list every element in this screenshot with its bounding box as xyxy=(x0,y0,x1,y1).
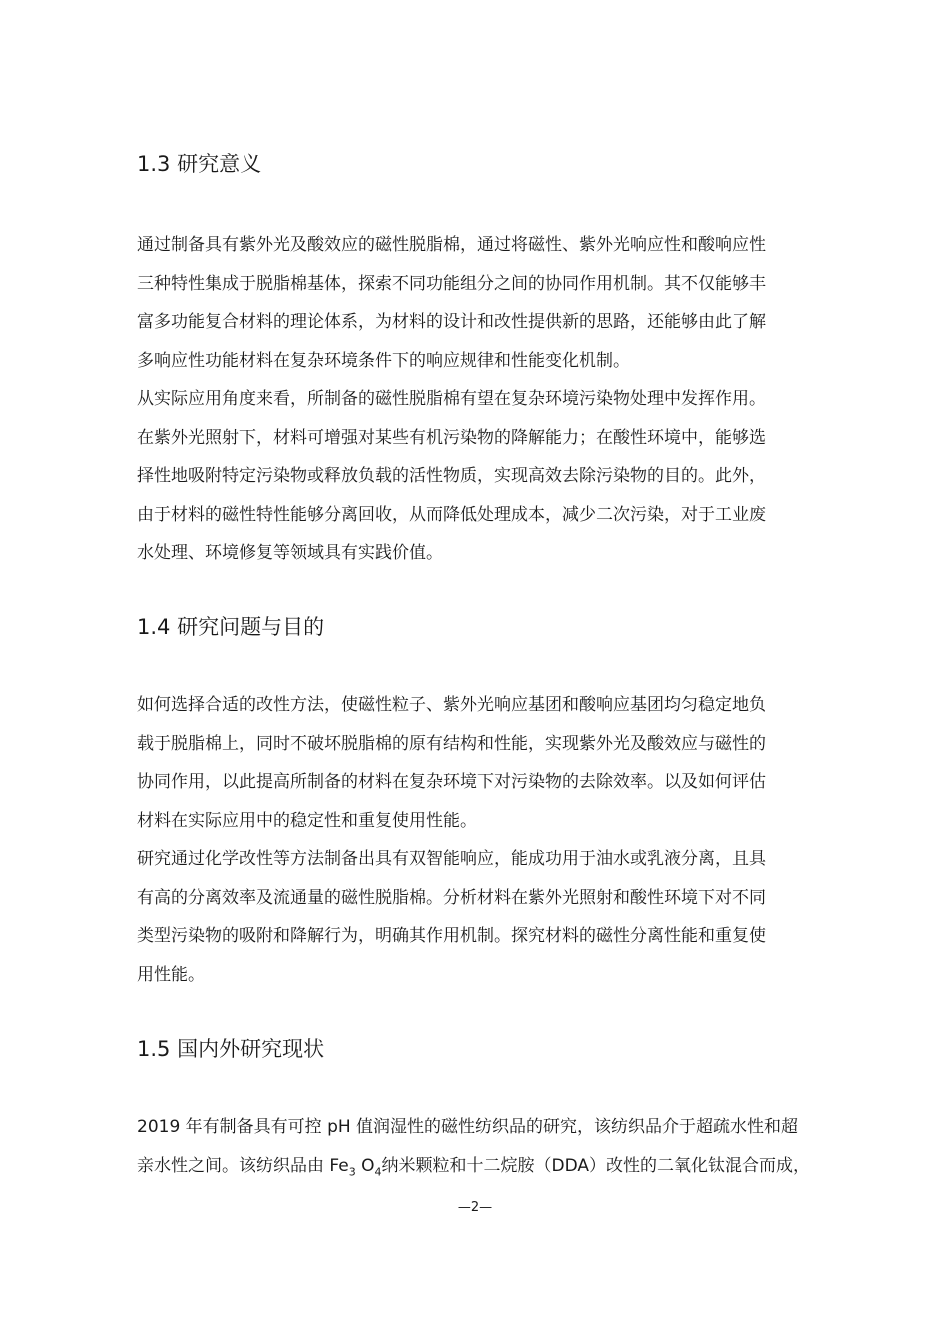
text-line-with-formula xyxy=(137,1147,862,1192)
text-line: 研究通过化学改性等方法制备出具有双智能响应，能成功用于油水或乳液分离，且具 xyxy=(137,849,766,869)
paragraph-1-3-b xyxy=(137,380,862,573)
page-number: —2— xyxy=(457,1200,493,1215)
text-fragment: 亲水性之间。该纺织品由 Fe xyxy=(137,1155,349,1176)
section-heading-1-5: 1.5 国内外研究现状 xyxy=(137,1037,325,1061)
paragraph-1-4-a xyxy=(137,686,862,840)
text-line: 2019 年有制备具有可控 pH 值润湿性的磁性纺织品的研究，该纺织品介于超疏水性和超 xyxy=(137,1117,799,1137)
subscript-3: 3 xyxy=(348,1164,356,1178)
text-line: 类型污染物的吸附和降解行为，明确其作用机制。探究材料的磁性分离性能和重复使 xyxy=(137,926,766,946)
text-line: 协同作用，以此提高所制备的材料在复杂环境下对污染物的去除效率。以及如何评估 xyxy=(137,772,766,792)
text-line: 有高的分离效率及流通量的磁性脱脂棉。分析材料在紫外光照射和酸性环境下对不同 xyxy=(137,887,766,908)
text-line: 材料在实际应用中的稳定性和重复使用性能。 xyxy=(137,810,477,831)
section-heading-1-3: 1.3 研究意义 xyxy=(137,152,262,176)
text-line: 如何选择合适的改性方法，使磁性粒子、紫外光响应基团和酸响应基团均匀稳定地负 xyxy=(137,695,766,715)
subscript-4: 4 xyxy=(374,1164,382,1178)
text-line: 水处理、环境修复等领域具有实践价值。 xyxy=(137,543,443,563)
text-line: 载于脱脂棉上，同时不破坏脱脂棉的原有结构和性能，实现紫外光及酸效应与磁性的 xyxy=(137,733,766,754)
text-line: 富多功能复合材料的理论体系，为材料的设计和改性提供新的思路，还能够由此了解 xyxy=(137,312,766,332)
paragraph-1-4-b xyxy=(137,840,862,994)
text-line: 从实际应用角度来看，所制备的磁性脱脂棉有望在复杂环境污染物处理中发挥作用。 xyxy=(137,389,766,409)
text-line: 在紫外光照射下，材料可增强对某些有机污染物的降解能力；在酸性环境中，能够选 xyxy=(137,427,766,448)
text-line: 用性能。 xyxy=(137,964,205,985)
paragraph-1-3-a xyxy=(137,226,862,380)
text-line: 多响应性功能材料在复杂环境条件下的响应规律和性能变化机制。 xyxy=(137,350,630,371)
text-line: 三种特性集成于脱脂棉基体，探索不同功能组分之间的协同作用机制。其不仅能够丰 xyxy=(137,273,766,294)
paragraph-1-5-a xyxy=(137,1108,862,1191)
text-line: 通过制备具有紫外光及酸效应的磁性脱脂棉，通过将磁性、紫外光响应性和酸响应性 xyxy=(137,235,766,255)
text-fragment: O xyxy=(355,1155,375,1176)
section-heading-1-4: 1.4 研究问题与目的 xyxy=(137,615,325,639)
text-line: 由于材料的磁性特性能够分离回收，从而降低处理成本，减少二次污染，对于工业废 xyxy=(137,504,766,525)
text-line: 择性地吸附特定污染物或释放负载的活性物质，实现高效去除污染物的目的。此外， xyxy=(137,466,766,486)
text-fragment: 纳米颗粒和十二烷胺（DDA）改性的二氧化钛混合而成， xyxy=(381,1155,811,1176)
